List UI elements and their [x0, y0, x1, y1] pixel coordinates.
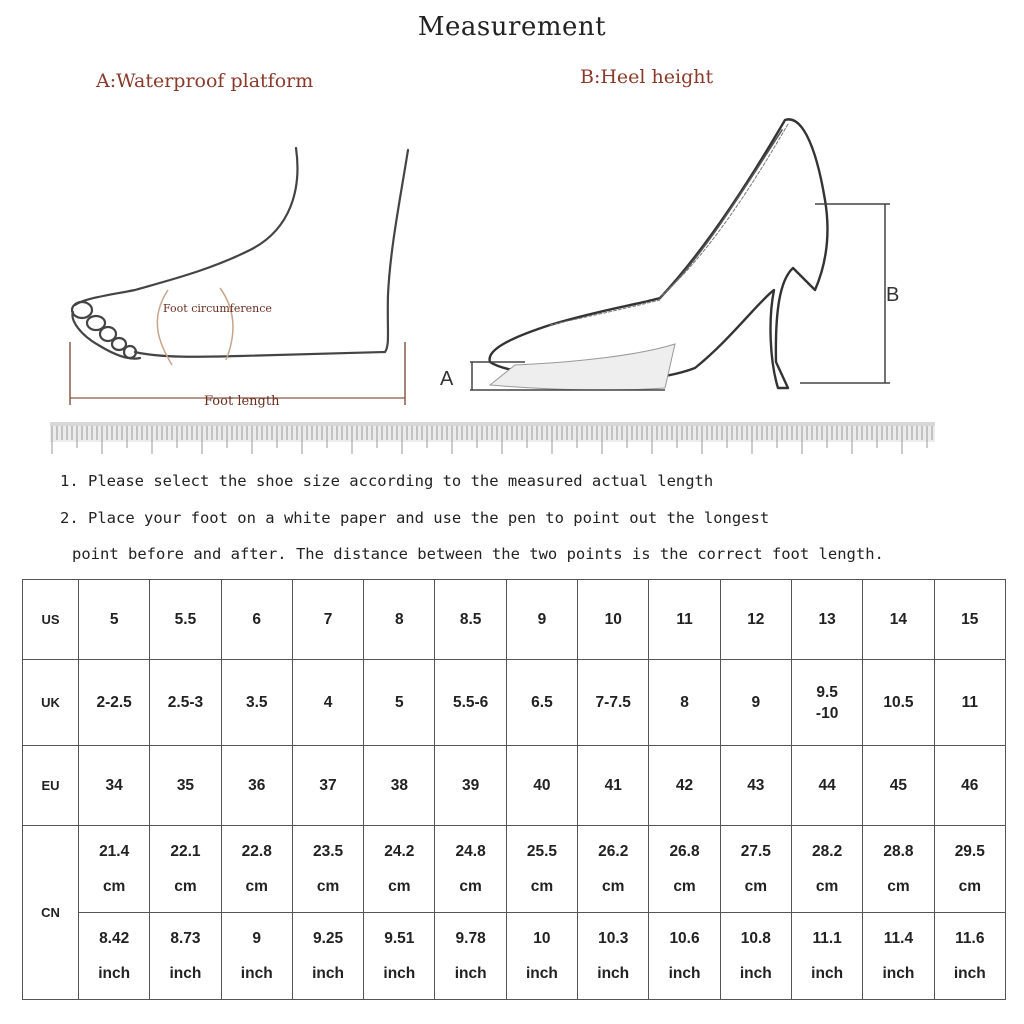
uk-size-value-cont: -10 — [815, 704, 839, 722]
uk-size-value: 2.5-3 — [167, 694, 204, 711]
cn-inch-cell — [221, 913, 292, 1000]
cn-inch-cell — [578, 913, 649, 1000]
uk-size-cell — [79, 660, 150, 746]
cn-cm-cell — [150, 826, 221, 913]
us-size-cell: 15 — [934, 580, 1005, 660]
us-size-cell: 10 — [578, 580, 649, 660]
caption-waterproof-platform: A:Waterproof platform — [96, 70, 314, 92]
uk-size-value: 9.5 — [816, 683, 838, 701]
eu-size-cell: 39 — [435, 746, 506, 826]
cn-inch-cell — [720, 913, 791, 1000]
cn-inch-value: 8.73 — [170, 930, 201, 947]
us-size-cell: 6 — [221, 580, 292, 660]
cn-cm-cell — [221, 826, 292, 913]
uk-size-value: 2-2.5 — [96, 694, 132, 711]
cn-inch-unit: inch — [98, 965, 131, 982]
instruction-1: 1. Please select the shoe size according to the measured actual length — [60, 472, 714, 490]
us-size-cell: 7 — [292, 580, 363, 660]
cn-cm-cell — [292, 826, 363, 913]
uk-size-cell — [150, 660, 221, 746]
table-row-eu — [23, 746, 1006, 826]
uk-size-value: 9 — [751, 694, 761, 711]
cn-cm-cell — [578, 826, 649, 913]
uk-size-cell — [364, 660, 435, 746]
uk-size-cell — [506, 660, 577, 746]
cn-cm-value: 28.8 — [883, 843, 914, 860]
eu-size-cell: 37 — [292, 746, 363, 826]
cn-cm-unit: cm — [530, 878, 554, 895]
uk-size-value: 7-7.5 — [595, 694, 631, 711]
page-title: Measurement — [417, 12, 607, 42]
uk-size-cell — [435, 660, 506, 746]
uk-size-cell — [221, 660, 292, 746]
high-heel-shoe-illustration — [430, 100, 910, 400]
cn-cm-cell — [364, 826, 435, 913]
cn-inch-value: 11.6 — [955, 930, 985, 947]
uk-size-value: 5.5-6 — [452, 694, 489, 711]
uk-size-value: 5 — [395, 694, 404, 711]
cn-inch-value: 10.6 — [669, 930, 700, 947]
cn-inch-cell — [863, 913, 934, 1000]
cn-inch-unit: inch — [739, 965, 772, 982]
cn-inch-value: 8.42 — [99, 930, 130, 947]
eu-size-cell: 34 — [79, 746, 150, 826]
cn-inch-value: 11.4 — [883, 930, 914, 947]
cn-cm-value: 23.5 — [312, 843, 344, 860]
cn-cm-unit: cm — [815, 878, 839, 895]
cn-inch-cell — [79, 913, 150, 1000]
cn-inch-cell — [791, 913, 862, 1000]
cn-cm-value: 21.4 — [99, 843, 130, 860]
eu-size-cell: 46 — [934, 746, 1005, 826]
row-label-uk: UK — [23, 660, 79, 746]
cn-inch-value: 11.1 — [812, 930, 842, 947]
cn-inch-cell — [435, 913, 506, 1000]
cn-inch-cell — [292, 913, 363, 1000]
cn-cm-unit: cm — [602, 878, 625, 895]
eu-size-cell: 45 — [863, 746, 934, 826]
cn-inch-unit: inch — [240, 965, 273, 982]
foot-length-label: Foot length — [204, 394, 280, 409]
cn-inch-cell — [364, 913, 435, 1000]
cn-inch-cell — [649, 913, 720, 1000]
eu-size-cell: 41 — [578, 746, 649, 826]
eu-size-cell: 35 — [150, 746, 221, 826]
uk-size-cell — [649, 660, 720, 746]
cn-cm-unit: cm — [459, 878, 482, 895]
cn-cm-value: 26.2 — [598, 843, 629, 860]
uk-size-cell — [292, 660, 363, 746]
eu-size-cell: 38 — [364, 746, 435, 826]
cn-cm-value: 25.5 — [526, 843, 558, 860]
platform-label-a: A — [440, 368, 454, 390]
cn-inch-value: 9.78 — [455, 930, 486, 947]
cn-inch-cell — [506, 913, 577, 1000]
caption-heel-height: B:Heel height — [580, 66, 714, 88]
table-row-uk — [23, 660, 1006, 746]
uk-size-cell — [791, 660, 862, 746]
uk-size-value: 6.5 — [531, 694, 553, 711]
uk-size-value: 3.5 — [245, 694, 268, 711]
cn-inch-unit: inch — [169, 965, 202, 982]
cn-inch-unit: inch — [953, 965, 986, 982]
size-chart-table — [22, 579, 1006, 1000]
eu-size-cell: 44 — [791, 746, 862, 826]
eu-size-cell: 42 — [649, 746, 720, 826]
cn-inch-value: 10 — [533, 930, 551, 947]
cn-cm-value: 29.5 — [954, 843, 985, 860]
uk-size-cell — [863, 660, 934, 746]
uk-size-cell — [720, 660, 791, 746]
eu-size-cell: 43 — [720, 746, 791, 826]
us-size-cell: 12 — [720, 580, 791, 660]
cn-cm-value: 28.2 — [812, 843, 843, 860]
cn-inch-unit: inch — [312, 965, 344, 982]
uk-size-value: 8 — [680, 694, 689, 711]
uk-size-value: 11 — [961, 694, 978, 711]
ruler-graphic — [50, 422, 940, 456]
cn-cm-unit: cm — [388, 878, 411, 895]
eu-size-cell: 36 — [221, 746, 292, 826]
us-size-cell: 8.5 — [435, 580, 506, 660]
row-label-cn: CN — [23, 826, 79, 1000]
cn-cm-unit: cm — [958, 878, 981, 895]
uk-size-value: 10.5 — [883, 694, 914, 711]
cn-cm-cell — [649, 826, 720, 913]
cn-cm-cell — [435, 826, 506, 913]
table-row-cn-cm — [23, 826, 1006, 913]
cn-cm-unit: cm — [673, 878, 696, 895]
cn-cm-cell — [79, 826, 150, 913]
us-size-cell: 8 — [364, 580, 435, 660]
cn-cm-unit: cm — [102, 878, 126, 895]
uk-size-value: 4 — [323, 694, 333, 711]
cn-inch-value: 9 — [252, 930, 262, 947]
cn-cm-unit: cm — [245, 878, 268, 895]
cn-inch-unit: inch — [525, 965, 558, 982]
foot-circumference-label: Foot circumference — [163, 302, 272, 315]
cn-cm-unit: cm — [174, 878, 197, 895]
cn-inch-value: 10.3 — [598, 930, 629, 947]
cn-cm-value: 24.2 — [384, 843, 415, 860]
table-row-cn-inch — [23, 913, 1006, 1000]
cn-inch-unit: inch — [668, 965, 701, 982]
cn-cm-cell — [934, 826, 1005, 913]
eu-size-cell: 40 — [506, 746, 577, 826]
cn-inch-unit: inch — [597, 965, 630, 982]
us-size-cell: 9 — [506, 580, 577, 660]
us-size-cell: 14 — [863, 580, 934, 660]
cn-cm-cell — [863, 826, 934, 913]
cn-cm-unit: cm — [887, 878, 910, 895]
cn-inch-value: 10.8 — [740, 930, 771, 947]
row-label-us: US — [23, 580, 79, 660]
cn-cm-unit: cm — [316, 878, 340, 895]
us-size-cell: 5.5 — [150, 580, 221, 660]
heel-height-label-b: B — [886, 284, 900, 306]
cn-inch-value: 9.51 — [384, 930, 415, 947]
cn-cm-value: 27.5 — [740, 843, 771, 860]
cn-inch-unit: inch — [383, 965, 416, 982]
row-label-eu: EU — [23, 746, 79, 826]
cn-cm-cell — [720, 826, 791, 913]
cn-cm-value: 26.8 — [669, 843, 700, 860]
cn-cm-value: 22.1 — [170, 843, 201, 860]
cn-cm-cell — [506, 826, 577, 913]
cn-inch-unit: inch — [811, 965, 844, 982]
cn-cm-value: 24.8 — [455, 843, 486, 860]
cn-inch-unit: inch — [454, 965, 487, 982]
instruction-2: 2. Place your foot on a white paper and use the pen to point out the longest — [60, 509, 770, 527]
cn-inch-value: 9.25 — [312, 930, 344, 947]
instruction-2-continued: point before and after. The distance between the two points is the correct foot length. — [72, 545, 884, 563]
uk-size-cell — [578, 660, 649, 746]
cn-cm-value: 22.8 — [241, 843, 272, 860]
us-size-cell: 11 — [649, 580, 720, 660]
cn-cm-unit: cm — [744, 878, 768, 895]
cn-inch-unit: inch — [882, 965, 915, 982]
cn-inch-cell — [934, 913, 1005, 1000]
table-row-us — [23, 580, 1006, 660]
us-size-cell: 13 — [791, 580, 862, 660]
cn-cm-cell — [791, 826, 862, 913]
uk-size-cell — [934, 660, 1005, 746]
us-size-cell: 5 — [79, 580, 150, 660]
cn-inch-cell — [150, 913, 221, 1000]
foot-illustration — [40, 120, 420, 420]
